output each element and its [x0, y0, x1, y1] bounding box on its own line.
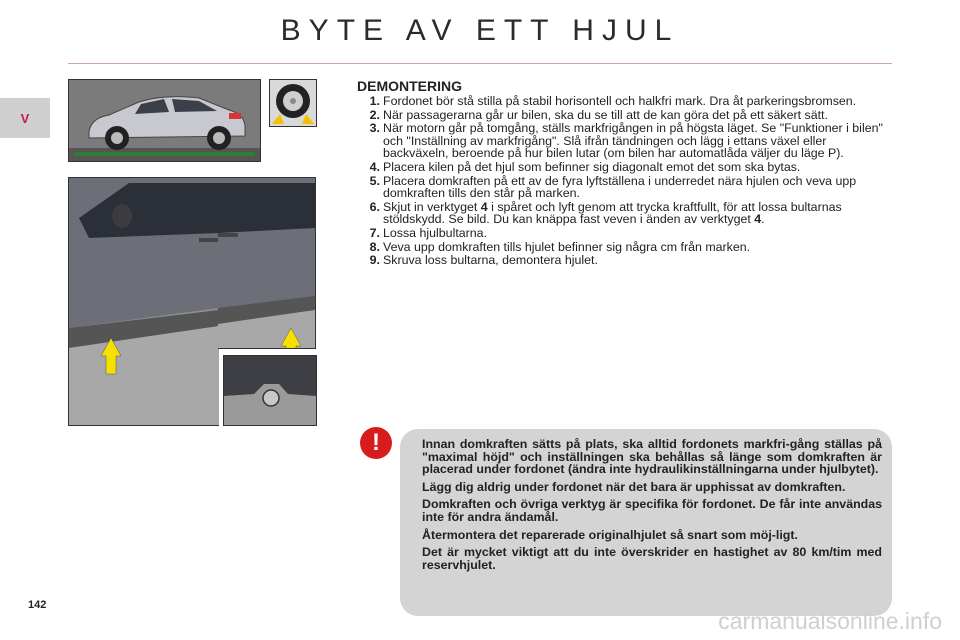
exclamation-icon: !: [360, 427, 392, 459]
step-number: 1.: [369, 94, 380, 108]
warning-paragraph: Lägg dig aldrig under fordonet när det bara är upphissat av domkraften.: [422, 479, 846, 494]
warning-text: [422, 438, 882, 576]
step-text: Skjut in verktyget 4 i spåret och lyft genom att trycka kraftfullt, för att lossa bultarnas stöldskydd. Se bild. Du kan knäppa fast veven i änden av verktyget 4.: [383, 199, 842, 227]
step-text: Placera domkraften på ett av de fyra lyftställena i underredet nära hjulen och veva upp domkraften tills den står på marken.: [383, 173, 857, 201]
step-text: Skruva loss bultarna, demontera hjulet.: [383, 253, 598, 268]
step-text: Placera kilen på det hjul som befinner sig diagonalt emot det som ska bytas.: [383, 159, 801, 174]
step-item: [357, 201, 887, 226]
step-text: Fordonet bör stå stilla på stabil horisontell och halkfri mark. Dra åt parkeringsbromsen.: [383, 94, 857, 108]
warning-paragraph: Domkraften och övriga verktyg är specifika för fordonet. De får inte användas inte för andra ändamål.: [422, 497, 882, 524]
step-number: 6.: [369, 199, 380, 214]
step-item: [357, 122, 887, 160]
step-number: 4.: [369, 159, 380, 174]
warning-paragraph: Det är mycket viktigt att du inte överskrider en hastighet av 80 km/tim med reservhjulet.: [422, 545, 882, 572]
page-title: BYTE AV ETT HJUL: [280, 14, 680, 47]
step-number: 3.: [369, 121, 380, 136]
step-text: När passagerarna går ur bilen, ska du se till att de kan göra det på ett säkert sätt.: [383, 107, 828, 122]
step-number: 2.: [369, 107, 380, 122]
instructions-section: [357, 78, 887, 268]
step-item: [357, 109, 887, 122]
step-number: 7.: [369, 225, 380, 240]
car-door-closeup-right-illustration: [218, 177, 316, 349]
step-item: [357, 161, 887, 174]
warning-paragraph: Innan domkraften sätts på plats, ska alltid fordonets markfri-gång ställas på "maximal höjd" och inställningen ska behållas så länge som domkraften är placerad under fordonet (ändra inte hydraulikinställningarna under hjulbytet).: [422, 437, 882, 477]
step-number: 8.: [369, 239, 380, 254]
car-door-closeup-illustration: [68, 177, 219, 426]
wheel-chock-illustration: [269, 79, 317, 127]
jack-point-detail-illustration: [223, 355, 317, 426]
step-number: 5.: [369, 173, 380, 188]
page-number: 142: [28, 599, 47, 611]
section-heading: DEMONTERING: [357, 78, 462, 94]
step-item: [357, 175, 887, 200]
step-item: [357, 254, 887, 267]
step-number: 9.: [369, 253, 380, 268]
car-side-illustration: [68, 79, 261, 162]
warning-paragraph: Återmontera det reparerade originalhjulet så snart som möj-ligt.: [422, 527, 798, 542]
step-item: [357, 95, 887, 108]
title-divider: [68, 63, 892, 64]
steps-list: [357, 95, 887, 267]
step-text: Veva upp domkraften tills hjulet befinner sig några cm från marken.: [383, 239, 751, 254]
chapter-tab[interactable]: V: [0, 98, 50, 138]
step-item: [357, 227, 887, 240]
step-item: [357, 241, 887, 254]
step-text: Lossa hjulbultarna.: [383, 225, 488, 240]
step-text: När motorn går på tomgång, ställs markfrigången in på högsta läget. Se "Funktioner i bilen" och "Inställning av markfrigång". Slå ifrån tändningen och lägg i ettans växel eller backväxeln, beroende på hur bilen lutar (om bilen har automatlåda väljer du läge P).: [383, 121, 883, 161]
watermark: carmanualsonline.info: [718, 608, 942, 634]
